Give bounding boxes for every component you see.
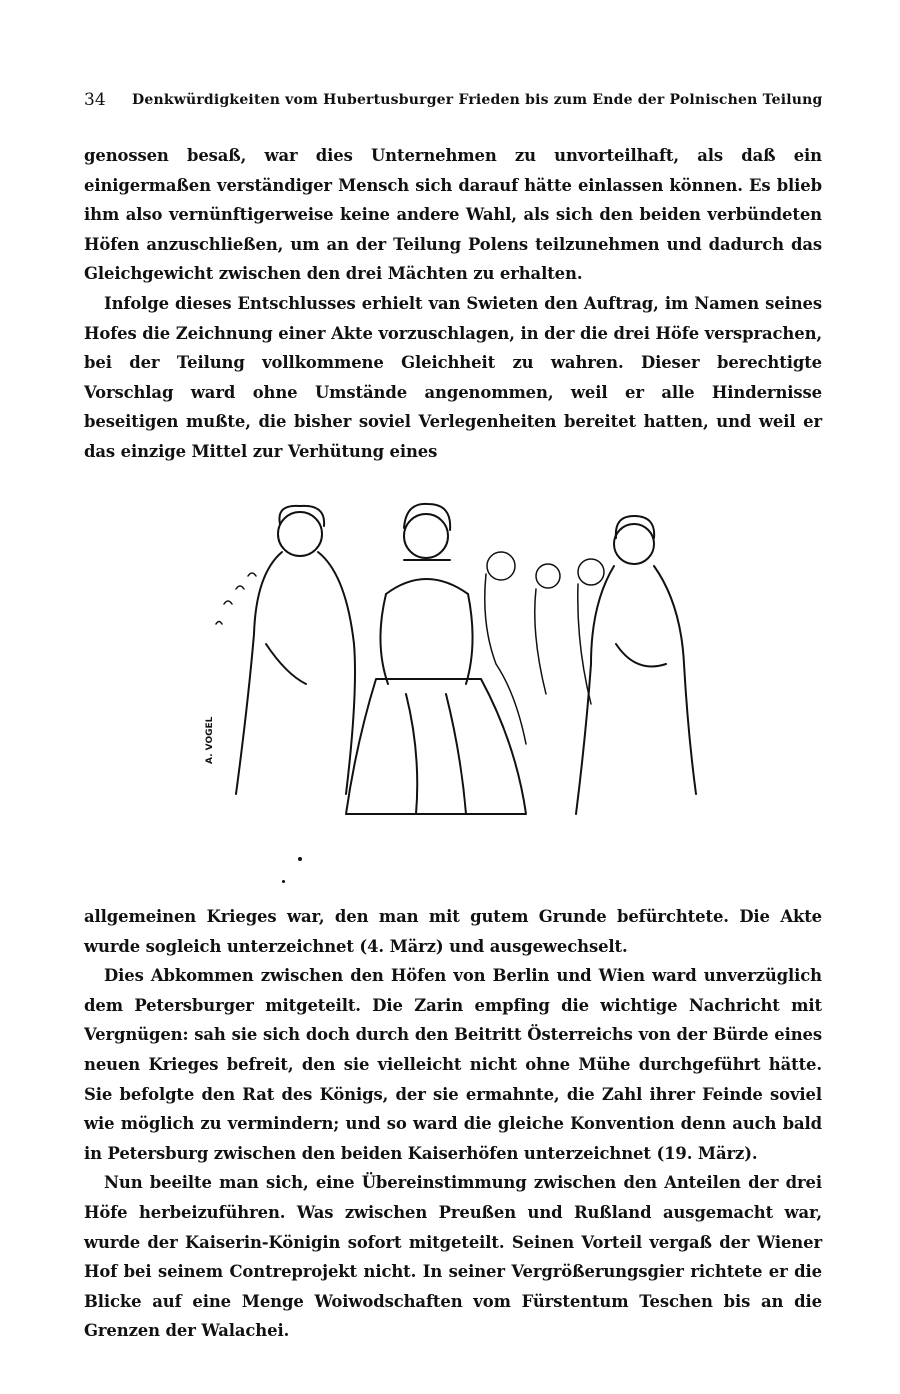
page-number: 34 [84,90,106,110]
speck [298,857,302,861]
text-block-bottom [84,902,822,1346]
paragraph: Dies Abkommen zwischen den Höfen von Berlin und Wien ward unverzüglich dem Petersburger mitgeteilt. Die Zarin empfing die wichtige Nachricht mit Vergnügen: sah sie sich doch durch den Beitritt Österreichs von der Bürde eines neuen Krieges befreit, den sie vielleicht nicht ohne Mühe durchgeführt hätte. Sie befolgte den Rat des Königs, der sie ermahnte, die Zahl ihrer Feinde soviel wie möglich zu vermindern; und so ward die gleiche Konvention denn auch bald in Petersburg zwischen den beiden Kaiserhöfen unterzeichnet (19. März). [84,966,822,1163]
artist-signature: A. VOGEL [205,716,215,764]
speck [282,880,285,883]
running-title: Denkwürdigkeiten vom Hubertusburger Frieden bis zum Ende der Polnischen Teilung [132,92,823,108]
paragraph: genossen besaß, war dies Unternehmen zu unvorteilhaft, als daß ein einigermaßen verständiger Mensch sich darauf hätte einlassen können. Es blieb ihm also vernünftigerweise keine andere Wahl, als sich den beiden verbündeten Höfen anzuschließen, um an der Teilung Polens teilzunehmen und dadurch das Gleichgewicht zwischen den drei Mächten zu erhalten. [84,146,822,284]
paragraph: allgemeinen Krieges war, den man mit gutem Grunde befürchtete. Die Akte wurde sogleich unterzeichnet (4. März) und ausgewechselt. [84,907,822,956]
running-header [84,90,824,114]
illustration-court-figures [196,494,716,834]
paragraph: Nun beeilte man sich, eine Übereinstimmung zwischen den Anteilen der drei Höfe herbeizuführen. Was zwischen Preußen und Rußland ausgemacht war, wurde der Kaiserin-Königin sofort mitgeteilt. Seinen Vorteil vergaß der Wiener Hof bei seinem Contreprojekt nicht. In seiner Vergrößerungsgier richtete er die Blicke auf eine Menge Woiwodschaften vom Fürstentum Teschen bis an die Grenzen der Walachei. [84,1173,822,1341]
text-block-top [84,141,822,467]
paragraph: Infolge dieses Entschlusses erhielt van Swieten den Auftrag, im Namen seines Hofes die Zeichnung einer Akte vorzuschlagen, in der die drei Höfe versprachen, bei der Teilung vollkommene Gleichheit zu wahren. Dieser berechtigte Vorschlag ward ohne Umstände angenommen, weil er alle Hindernisse beseitigen mußte, die bisher soviel Verlegenheiten bereitet hatten, und weil er das einzige Mittel zur Verhütung eines [84,293,822,461]
